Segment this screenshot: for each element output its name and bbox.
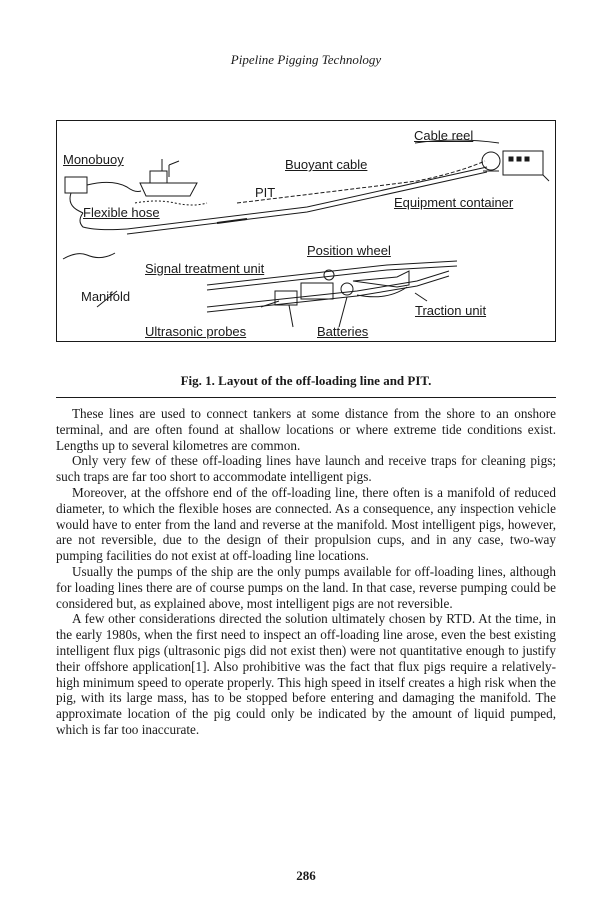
label-equipment-container: Equipment container <box>394 195 514 210</box>
traction-leader <box>415 293 427 301</box>
running-header: Pipeline Pigging Technology <box>230 52 382 67</box>
page-number: 286 <box>296 868 316 883</box>
paragraph: Moreover, at the offshore end of the off-loading line, there often is a manifold of reduced diameter, to which the flexible hoses are connected. As a consequence, any inspection vehicle would have to enter from the land and reverse at the manifold. Most intelligent pigs, however, are not reversible, due to the design of their propulsion cups, and in any case, two-way pumping facilities do not exist at off-loading line locations. <box>56 484 556 564</box>
seabed-line <box>63 253 115 259</box>
label-cable-reel: Cable reel <box>414 128 474 143</box>
label-ultrasonic-probes: Ultrasonic probes <box>145 324 247 339</box>
cable-reel-drawing <box>415 140 500 171</box>
caption-rule <box>56 397 556 398</box>
paragraph: These lines are used to connect tankers at some distance from the shore to an onshore terminal, and are often found at shallow locations or where extreme tide conditions exist. Lengths up to several kilometres are common. <box>56 406 556 453</box>
figure-layout-diagram <box>56 120 556 342</box>
label-batteries: Batteries <box>317 324 369 339</box>
paragraph: Usually the pumps of the ship are the only pumps available for off-loading lines, although for loading lines there are of course pumps on the land. In that case, reverse pumping could be considered but, as explained above, most intelligent pigs are not reversible. <box>56 563 556 611</box>
body-text <box>56 406 556 738</box>
paragraph: Only very few of these off-loading lines have launch and receive traps for cleaning pigs; such traps are far too short to accommodate intelligent pigs. <box>56 453 556 485</box>
label-pit: PIT <box>255 185 276 200</box>
figure-caption: Fig. 1. Layout of the off-loading line and PIT. <box>180 373 432 388</box>
monobuoy-ship-drawing <box>135 159 207 205</box>
label-flexible-hose: Flexible hose <box>83 205 160 220</box>
label-buoyant-cable: Buoyant cable <box>285 157 368 172</box>
label-monobuoy: Monobuoy <box>63 152 124 167</box>
equipment-container-drawing <box>503 151 549 181</box>
label-signal-treatment-unit: Signal treatment unit <box>145 261 265 276</box>
label-traction-unit: Traction unit <box>415 303 487 318</box>
paragraph: A few other considerations directed the solution ultimately chosen by RTD. At the time, in the early 1980s, when the first need to inspect an off-loading line arose, even the best existing intelligent flux pigs (ultrasonic pigs did not exist then) were not quantitative enough to justify their offshore application[1]. Also prohibitive was the fact that flux pigs require a relatively-high minimum speed to operate properly. This high speed in itself creates a high risk when the pig, with its large mass, has to be stopped before entering and damaging the manifold. The approximate location of the pig could only be indicated by the amount of liquid pumped, which is far too inaccurate. <box>56 611 556 737</box>
label-manifold: Manifold <box>81 289 131 304</box>
label-position-wheel: Position wheel <box>307 243 391 258</box>
